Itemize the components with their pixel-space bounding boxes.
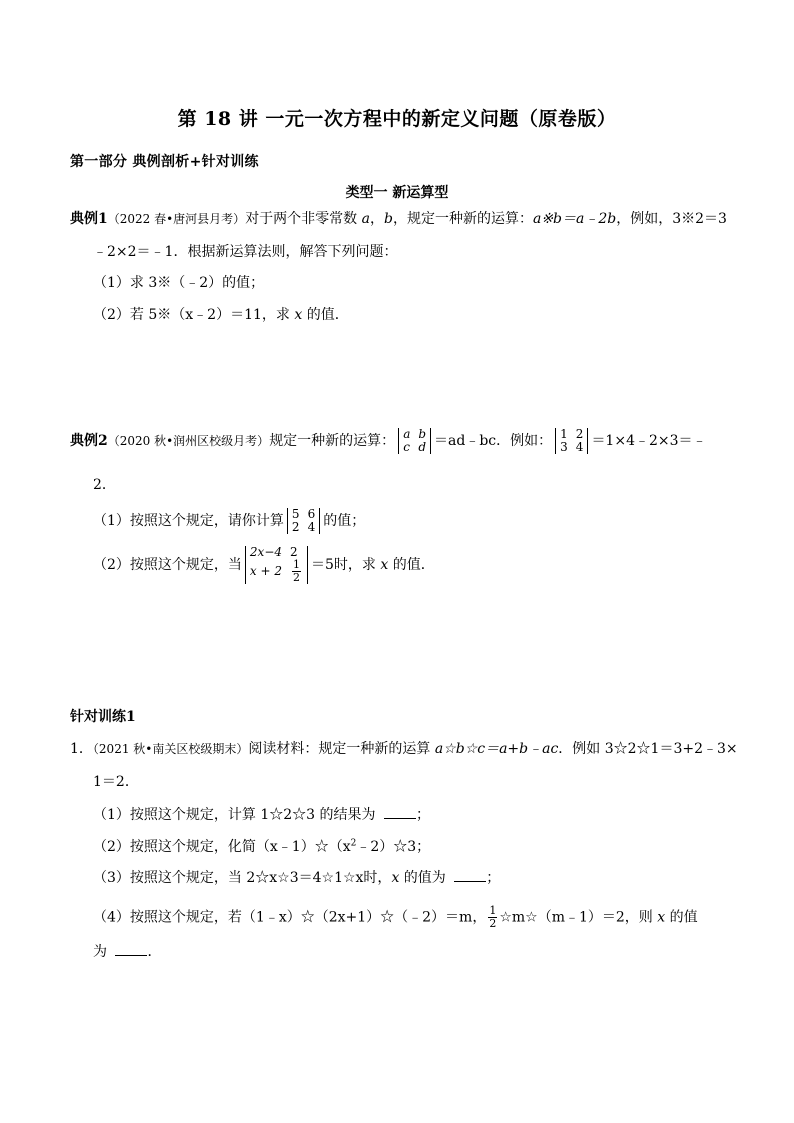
example2-text: 规定一种新的运算： (269, 433, 396, 449)
training1-q2-end: ﹣2）☆3； (356, 839, 431, 855)
var-x: x (380, 557, 389, 573)
det-cell: 2 (290, 545, 298, 559)
example2-q2-text: （2）按照这个规定，当 (93, 557, 242, 573)
training1-q4 (93, 905, 698, 930)
example2-q1-text: （1）按照这个规定，请你计算 (93, 513, 284, 529)
example2-line1 (70, 428, 707, 454)
det-cell: d (418, 440, 427, 454)
var-x: x (657, 909, 666, 926)
training1-q2 (93, 836, 430, 856)
training1-q3-mid: 的值为 (399, 870, 451, 886)
training1-q4-line2-text: 为 (93, 944, 112, 960)
training1-q3-text: （3）按照这个规定，当 2☆x☆3＝4☆1☆x时， (93, 870, 392, 886)
example2-eq-ex: ＝1×4﹣2×3＝﹣ (591, 433, 707, 449)
example2-source: （2020 秋•润州区校级月考） (107, 434, 270, 448)
training1-text: 阅读材料：规定一种新的运算 (248, 741, 435, 757)
example2-label: 典例2 (70, 433, 108, 449)
fraction-denominator: 2 (293, 571, 301, 584)
det-cell: a (403, 427, 411, 441)
det-cell: 4 (575, 440, 584, 454)
training1-q4-line2 (93, 941, 161, 961)
example1-q2 (93, 304, 349, 324)
fraction-denominator: 2 (489, 917, 497, 930)
answer-blank[interactable] (454, 867, 486, 882)
training1-heading: 针对训练1 (70, 709, 136, 725)
example2-q2 (93, 546, 435, 584)
det-cell: 5 (291, 507, 300, 521)
training1-q4-text: （4）按照这个规定，若（1﹣x）☆（2x+1）☆（﹣2）＝m， (93, 909, 487, 926)
training1-q3-end: ； (486, 870, 501, 886)
page-title: 第 18 讲 一元一次方程中的新定义问题（原卷版） (177, 108, 617, 130)
example2-q2-mid: ＝5时，求 (311, 557, 381, 573)
det-cell: x + 2 (249, 564, 283, 578)
det-cell: 3 (560, 440, 568, 454)
example2-q2-end: 的值． (388, 557, 435, 573)
var-x: x (391, 870, 400, 886)
training1-q1-end: ； (415, 807, 430, 823)
problem-number: 1． (70, 741, 93, 757)
var-a: a (361, 211, 370, 227)
comma: ， (370, 211, 384, 227)
example2-line2: 2． (93, 477, 116, 493)
training1-q3 (93, 867, 500, 887)
det-cell: 6 (307, 507, 316, 521)
answer-blank[interactable] (115, 941, 147, 956)
det-cell: 1 (560, 427, 568, 441)
example1-q2-end: 的值． (302, 307, 349, 323)
superscript: 2 (350, 838, 357, 849)
var-b: b (384, 211, 393, 227)
example1-line2: ﹣2×2＝﹣1．根据新运算法则，解答下列问题： (93, 244, 398, 260)
fraction-half (488, 905, 497, 930)
determinant-q1 (287, 508, 320, 534)
training1-line2: 1＝2． (93, 774, 139, 790)
example2-q1 (93, 508, 365, 534)
training1-q4-line2-end: ． (147, 944, 162, 960)
example1-text-b: ，规定一种新的运算： (392, 211, 533, 227)
example2-q1-end: 的值； (323, 513, 366, 529)
example1-line1 (70, 208, 727, 228)
example1-q1: （1）求 3※（﹣2）的值； (93, 275, 265, 291)
training1-q4-mid: ☆m☆（m﹣1）＝2，则 (499, 909, 658, 926)
example1-source: （2022 春•唐河县月考） (107, 212, 246, 226)
example2-eq-def: ＝ad﹣bc．例如： (434, 433, 553, 449)
answer-blank[interactable] (384, 804, 416, 819)
det-cell: 2 (291, 520, 300, 534)
fraction-numerator: 1 (489, 904, 497, 917)
fraction-half (292, 559, 301, 584)
example1-formula: a※b＝a﹣2b (532, 211, 617, 227)
training1-q4-end: 的值 (665, 909, 698, 926)
training1-q1-text: （1）按照这个规定，计算 1☆2☆3 的结果为 (93, 807, 380, 823)
var-x: x (294, 307, 303, 323)
training1-line1 (70, 738, 738, 758)
det-cell: 2x−4 (249, 545, 283, 559)
example1-label: 典例1 (70, 211, 108, 227)
example1-q2-text: （2）若 5※（x﹣2）＝11，求 (93, 307, 295, 323)
training1-q1 (93, 804, 430, 824)
determinant-example (555, 428, 588, 454)
example1-text-c: ，例如，3※2＝3 (616, 211, 727, 227)
det-cell: b (418, 427, 427, 441)
determinant-definition (398, 428, 431, 454)
determinant-q2 (245, 546, 308, 584)
training1-source: （2021 秋•南关区校级期末） (92, 742, 249, 756)
training1-formula: a☆b☆c＝a+b﹣ac (434, 741, 559, 757)
det-cell: 2 (575, 427, 584, 441)
type-heading: 类型一 新运算型 (345, 185, 449, 201)
fraction-numerator: 1 (293, 558, 301, 571)
training1-text-b: ．例如 3☆2☆1＝3+2﹣3× (558, 741, 738, 757)
training1-q2-text: （2）按照这个规定，化简（x﹣1）☆（x (93, 839, 351, 855)
example1-text: 对于两个非零常数 (245, 211, 362, 227)
det-cell: 4 (307, 520, 316, 534)
det-cell: c (403, 440, 410, 454)
part-heading: 第一部分 典例剖析+针对训练 (70, 154, 259, 170)
